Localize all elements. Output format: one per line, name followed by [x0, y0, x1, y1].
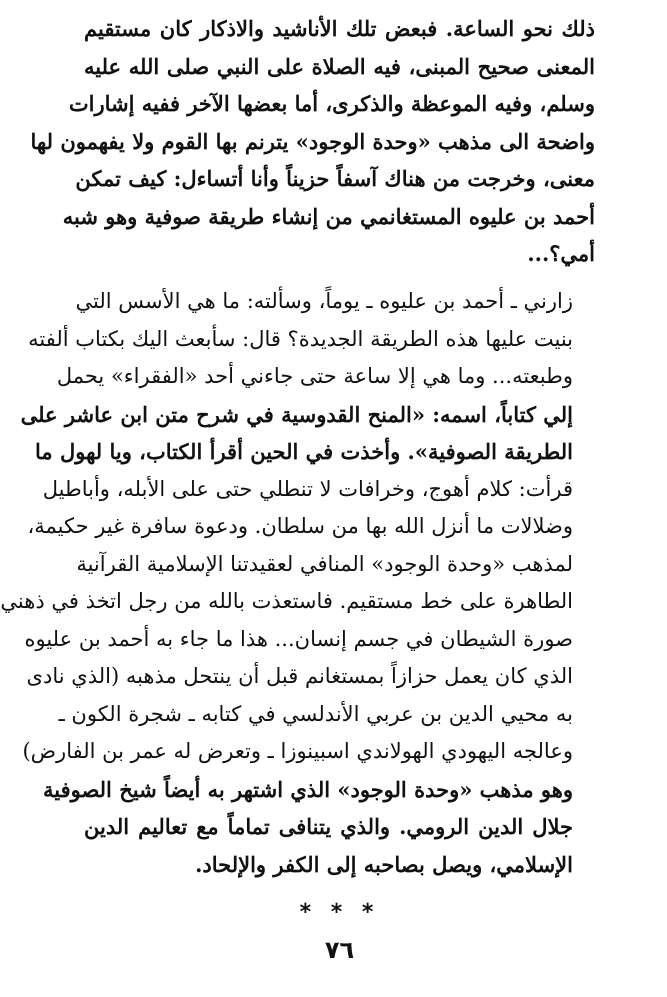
- page-number: ٧٦: [324, 936, 355, 964]
- text-line: إلي كتاباً، اسمه: «المنح القدوسية في شرح متن ابن عاشر على: [20, 401, 573, 427]
- text-line: وعالجه اليهودي الهولاندي اسبينوزا ـ وتعرض له عمر بن الفارض): [22, 739, 573, 763]
- text-line: بنيت عليها هذه الطريقة الجديدة؟ قال: سأبعث اليك بكتاب ألفته: [28, 326, 573, 351]
- text-line: الذي كان يعمل حزازاً بمستغانم قبل أن ينتحل مذهبه (الذي نادى: [26, 664, 573, 688]
- text-line: معنى، وخرجت من هناك آسفاً حزيناً وأنا أتساءل: كيف تمكن: [75, 166, 595, 191]
- text-line: صورة الشيطان في جسم إنسان... هذا ما جاء به أحمد بن عليوه: [24, 626, 573, 651]
- text-line: أحمد بن عليوه المستغانمي من إنشاء طريقة صوفية وهو شبه: [62, 203, 595, 229]
- section-separator: * * *: [299, 900, 380, 925]
- text-line: واضحة الى مذهب «وحدة الوجود» يترنم بها القوم ولا يفهمون لها: [30, 128, 595, 154]
- text-line: قرأت: كلام أهوج، وخرافات لا تنطلي حتى على الأبله، وأباطيل: [42, 476, 573, 501]
- text-line: وسلم، وفيه الموعظة والذكرى، أما بعضها الآخر ففيه إشارات: [68, 91, 595, 116]
- text-line: الطريقة الصوفية». وأخذت في الحين أقرأ الكتاب، ويا لهول ما: [35, 439, 573, 464]
- text-line: الإسلامي، ويصل بصاحبه إلى الكفر والإلحاد.: [195, 851, 573, 877]
- text-line: ذلك نحو الساعة. فبعض تلك الأناشيد والاذكار كان مستقيم: [84, 16, 595, 41]
- text-line: الطاهرة على خط مستقيم. فاستعذت بالله من رجل اتخذ في ذهني: [0, 589, 573, 613]
- paragraph-1: [30, 10, 595, 273]
- text-line: وطبعته... وما هي إلا ساعة حتى جاءني أحد «الفقراء» يحمل: [56, 364, 573, 388]
- text-line: زارني ـ أحمد بن عليوه ـ يوماً، وسألته: ما هي الأسس التي: [75, 289, 573, 313]
- text-line: أمي؟...: [527, 241, 595, 266]
- text-line: وهو مذهب «وحدة الوجود» الذي اشتهر به أيضاً شيخ الصوفية: [42, 776, 573, 802]
- text-line: وضلالات ما أنزل الله بها من سلطان. ودعوة سافرة غير حكيمة،: [27, 514, 573, 538]
- text-line: المعنى صحيح المبنى، فيه الصلاة على النبي صلى الله عليه: [84, 53, 595, 79]
- text-line: لمذهب «وحدة الوجود» المنافي لعقيدتنا الإسلامية القرآنية: [76, 551, 573, 576]
- paragraph-2: [0, 283, 595, 883]
- text-line: جلال الدين الرومي. والذي يتنافى تماماً مع تعاليم الدين: [84, 814, 573, 839]
- text-line: به محيي الدين بن عربي الأندلسي في كتابه ـ شجرة الكون ـ: [58, 701, 573, 726]
